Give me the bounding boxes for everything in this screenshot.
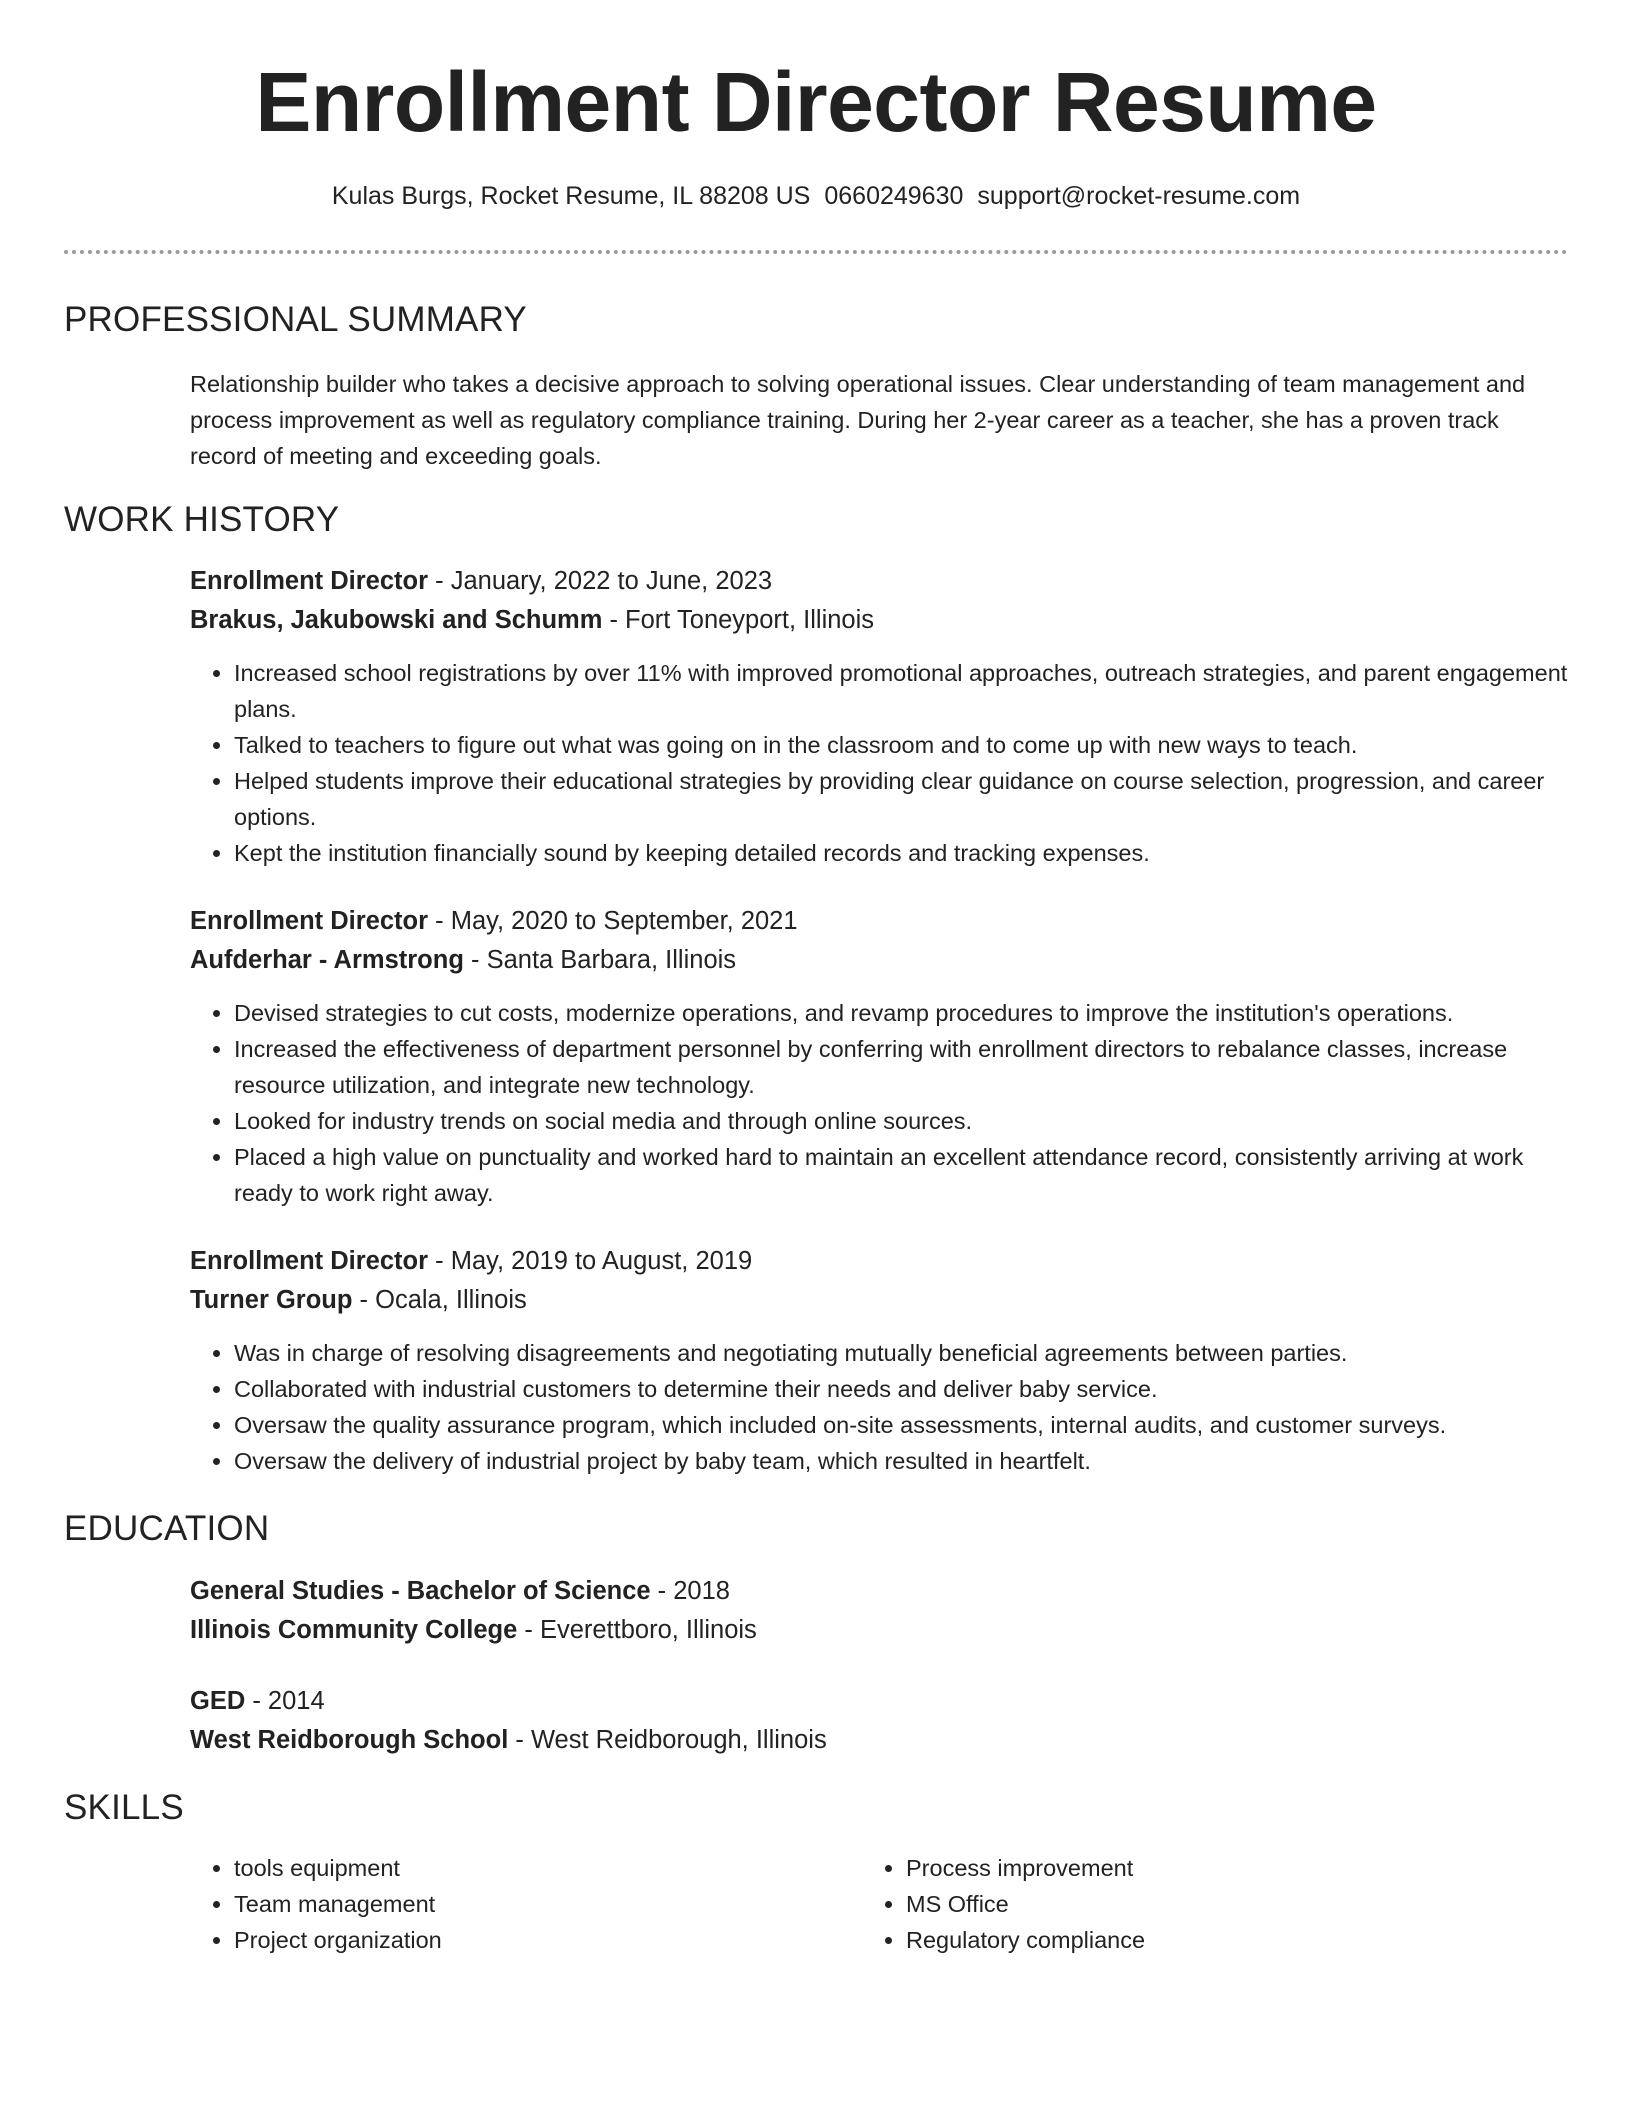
job-title-line (190, 1242, 1570, 1281)
list-item: • Team management (234, 1886, 442, 1922)
list-item: • Was in charge of resolving disagreements and negotiating mutually beneficial agreements between parties. (234, 1335, 1570, 1371)
degree-line (190, 1682, 1570, 1721)
degree-line (190, 1572, 1570, 1611)
school-line (190, 1721, 1570, 1760)
list-item: • Talked to teachers to figure out what was going on in the classroom and to come up with new ways to teach. (234, 727, 1570, 763)
job-company-line (190, 941, 1570, 980)
job-title-line (190, 902, 1570, 941)
job-title: Enrollment Director (190, 907, 429, 935)
contact-line (0, 178, 1632, 214)
job-company-line (190, 601, 1570, 640)
education-heading: EDUCATION (64, 1509, 270, 1548)
education-entry-1 (190, 1572, 1570, 1649)
degree-year: - 2014 (245, 1687, 325, 1715)
summary-heading: PROFESSIONAL SUMMARY (64, 300, 527, 339)
list-item: • tools equipment (234, 1850, 442, 1886)
school: West Reidborough School (190, 1725, 509, 1754)
contact-phone: 0660249630 (824, 182, 964, 210)
list-item: • Placed a high value on punctuality and worked hard to maintain an excellent attendance record, consistently arriving at work ready to work right away. (234, 1139, 1570, 1211)
list-item: • Devised strategies to cut costs, modernize operations, and revamp procedures to improve the institution's operations. (234, 995, 1570, 1031)
job-bullets (190, 655, 1570, 871)
work-history-heading: WORK HISTORY (64, 500, 340, 539)
job-location: - Ocala, Illinois (352, 1285, 527, 1314)
skills-column-left (190, 1850, 442, 1958)
job-bullets (190, 995, 1570, 1211)
job-entry-2 (190, 902, 1570, 1211)
contact-email: support@rocket-resume.com (977, 182, 1301, 210)
page-title: Enrollment Director Resume (255, 55, 1377, 149)
list-item: • Increased school registrations by over 11% with improved promotional approaches, outreach strategies, and parent engagement plans. (234, 655, 1570, 727)
job-dates: - May, 2020 to September, 2021 (428, 907, 798, 935)
job-company: Brakus, Jakubowski and Schumm (190, 605, 603, 634)
job-dates: - May, 2019 to August, 2019 (428, 1247, 753, 1275)
school-location: - West Reidborough, Illinois (508, 1725, 827, 1754)
education-entry-2 (190, 1682, 1570, 1759)
job-location: - Fort Toneyport, Illinois (602, 605, 875, 634)
list-item: • Increased the effectiveness of department personnel by conferring with enrollment directors to rebalance classes, increase resource utilization, and integrate new technology. (234, 1031, 1570, 1103)
list-item: • MS Office (906, 1886, 1145, 1922)
job-dates: - January, 2022 to June, 2023 (428, 567, 773, 595)
contact-address: Kulas Burgs, Rocket Resume, IL 88208 US (331, 182, 811, 210)
list-item: • Regulatory compliance (906, 1922, 1145, 1958)
list-item: • Project organization (234, 1922, 442, 1958)
list-item: • Looked for industry trends on social media and through online sources. (234, 1103, 1570, 1139)
summary-text: Relationship builder who takes a decisive approach to solving operational issues. Clear understanding of team management and process improvement as well as regulatory compliance training. During her 2-year career as a teacher, she has a proven track record of meeting and exceeding goals. (190, 371, 1526, 469)
list-item: • Kept the institution financially sound by keeping detailed records and tracking expenses. (234, 835, 1570, 871)
list-item: • Collaborated with industrial customers to determine their needs and deliver baby service. (234, 1371, 1570, 1407)
job-company-line (190, 1281, 1570, 1320)
job-title: Enrollment Director (190, 567, 429, 595)
school-line (190, 1611, 1570, 1650)
job-entry-1 (190, 562, 1570, 871)
degree: General Studies - Bachelor of Science (190, 1577, 651, 1605)
job-title: Enrollment Director (190, 1247, 429, 1275)
list-item: • Process improvement (906, 1850, 1145, 1886)
header-divider (64, 250, 1568, 254)
job-company: Aufderhar - Armstrong (190, 945, 464, 974)
job-bullets (190, 1335, 1570, 1479)
skills-list (190, 1850, 1570, 1970)
job-location: - Santa Barbara, Illinois (463, 945, 737, 974)
list-item: • Oversaw the quality assurance program, which included on-site assessments, internal audits, and customer surveys. (234, 1407, 1570, 1443)
job-entry-3 (190, 1242, 1570, 1479)
skills-heading: SKILLS (64, 1788, 184, 1827)
job-title-line (190, 562, 1570, 601)
job-company: Turner Group (190, 1285, 353, 1314)
skills-column-right (862, 1850, 1145, 1958)
school-location: - Everettboro, Illinois (517, 1615, 757, 1644)
degree: GED (190, 1687, 246, 1715)
list-item: • Oversaw the delivery of industrial project by baby team, which resulted in heartfelt. (234, 1443, 1570, 1479)
list-item: • Helped students improve their educational strategies by providing clear guidance on course selection, progression, and career options. (234, 763, 1570, 835)
degree-year: - 2018 (650, 1577, 730, 1605)
school: Illinois Community College (190, 1615, 518, 1644)
